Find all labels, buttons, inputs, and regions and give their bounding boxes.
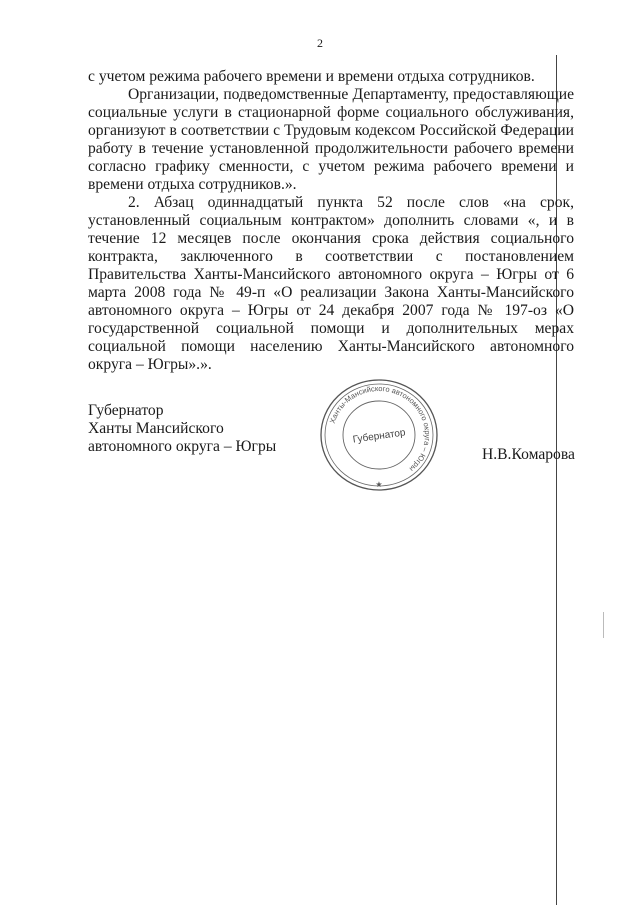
seal-ring-text: Ханты-Мансийского автономного округа – Югры <box>327 383 433 474</box>
paragraph-item-2: 2. Абзац одиннадцатый пункта 52 после слов «на срок, установленный социальным контрактом» дополнить словами «, и в течение 12 месяцев после окончания срока действия социального контракта, заключенного в соответствии с постановлением Правительства Ханты-Мансийского автономного округа – Югры от 6 марта 2008 года № 49-п «О реализации Закона Ханты-Мансийского автономного округа – Югры от 24 декабря 2007 года № 197-оз «О государственной социальной помощи и дополнительных мерах социальной помощи населению Ханты-Мансийского автономного округа – Югры».». <box>88 194 574 373</box>
signatory-title-line-3: автономного округа – Югры <box>88 438 277 455</box>
page-number: 2 <box>317 36 323 50</box>
official-seal <box>318 377 440 493</box>
signatory-name: Н.В.Комарова <box>482 446 575 463</box>
signatory-title <box>88 402 276 456</box>
seal-star-icon: ★ <box>375 480 383 489</box>
paragraph-organizations: Организации, подведомственные Департаменту, предоставляющие социальные услуги в стационарной форме социального обслуживания, организуют в соответствии с Трудовым кодексом Российской Федерации работу в течение установленной продолжительности рабочего времени согласно графику сменности, с учетом режима рабочего времени и времени отдыха сотрудников.». <box>88 86 574 193</box>
document-body <box>88 68 574 374</box>
margin-mark <box>603 612 604 638</box>
seal-center-text: Губернатор <box>352 427 407 446</box>
paragraph-continuation: с учетом режима рабочего времени и времени отдыха сотрудников. <box>88 68 535 85</box>
signatory-title-line-1: Губернатор <box>88 402 164 419</box>
signatory-title-line-2: Ханты Мансийского <box>88 420 224 437</box>
